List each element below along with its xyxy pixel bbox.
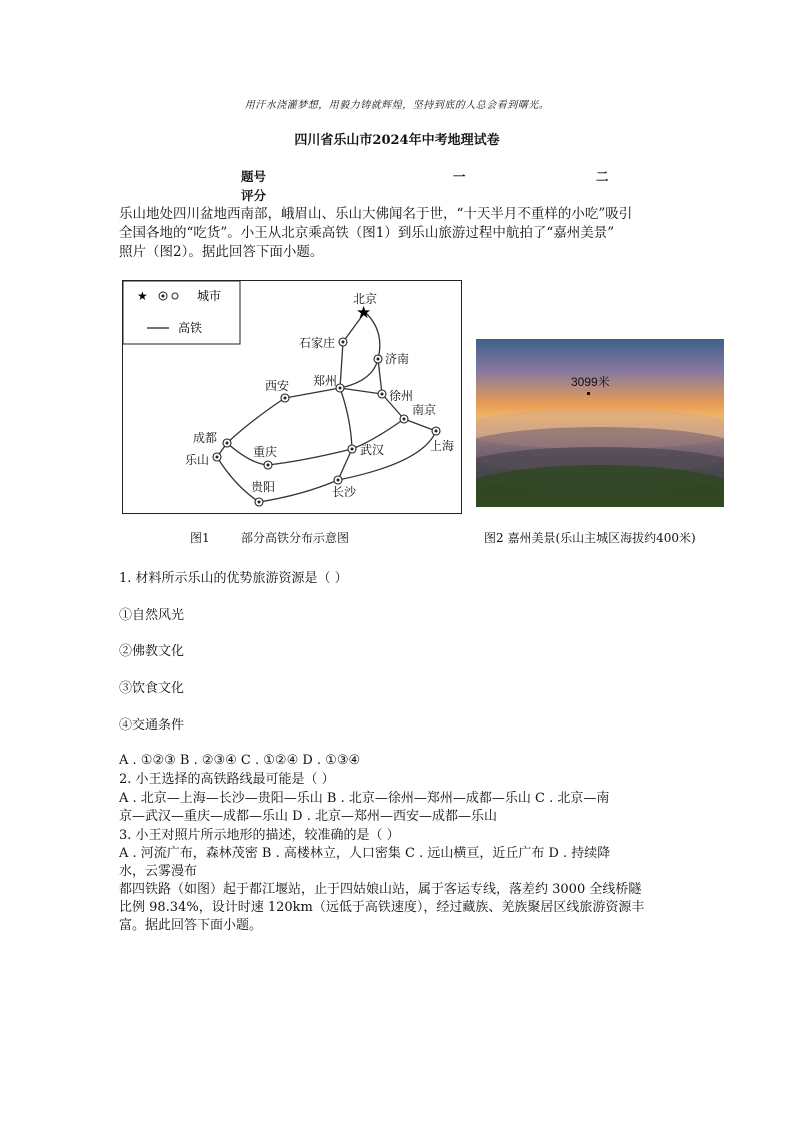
city-label-changsha: 长沙 <box>332 485 357 499</box>
summit-marker <box>587 392 590 395</box>
city-label-beijing: 北京 <box>353 292 378 306</box>
jiazhou-landscape-photo <box>476 339 724 507</box>
city-label-wuhan: 武汉 <box>360 443 385 457</box>
exam-title: 四川省乐山市2024年中考地理试卷 <box>294 133 500 148</box>
question-1-stem: 1. 材料所示乐山的优势旅游资源是（ ） <box>119 571 348 586</box>
intro-line-3: 照片（图2）。据此回答下面小题。 <box>119 244 324 260</box>
motto: 用汗水浇灌梦想，用毅力铸就辉煌，坚持到底的人总会看到曙光。 <box>244 100 550 111</box>
question-1-option-2: ②佛教文化 <box>119 644 185 659</box>
score-table-score-label: 评分 <box>241 188 267 203</box>
question-3-choices-line-1: A . 河流广布，森林茂密 B . 高楼林立，人口密集 C . 远山横亘，近丘广布 D . 持续降 <box>119 846 611 861</box>
next-material-line-3: 富。据此回答下面小题。 <box>119 918 263 933</box>
next-material-line-1: 都四铁路（如图）起于都江堰站，止于四姑娘山站，属于客运专线，落差约 3000 全线桥隧 <box>119 882 642 897</box>
legend-rail-label: 高铁 <box>178 321 203 335</box>
figure-2-caption: 图2 嘉州美景(乐山主城区海拔约400米) <box>484 531 696 545</box>
score-table-col-1: 一 <box>453 169 466 184</box>
map-legend <box>123 281 240 344</box>
beijing-star-icon: ★ <box>356 303 372 322</box>
question-1-option-1: ①自然风光 <box>119 608 185 623</box>
city-label-nanjing: 南京 <box>412 403 437 417</box>
city-markers <box>213 303 440 506</box>
city-label-shanghai: 上海 <box>430 439 455 453</box>
question-2-stem: 2. 小王选择的高铁路线最可能是（ ） <box>119 772 335 787</box>
city-small-icon <box>172 293 178 299</box>
city-label-shijiazhuang: 石家庄 <box>299 336 336 350</box>
city-label-chongqing: 重庆 <box>253 445 278 459</box>
intro-line-2: 全国各地的“吃货”。小王从北京乘高铁（图1）到乐山旅游过程中航拍了“嘉州美景” <box>119 225 615 241</box>
city-label-guiyang: 贵阳 <box>251 480 276 494</box>
rail-map <box>122 280 462 514</box>
question-2-choices-line-2: 京—武汉—重庆—成都—乐山 D . 北京—郑州—西安—成都—乐山 <box>119 809 497 824</box>
star-icon: ★ <box>137 289 148 303</box>
city-label-chengdu: 成都 <box>193 431 218 445</box>
figure-1-caption: 部分高铁分布示意图 <box>241 531 350 545</box>
city-label-zhengzhou: 郑州 <box>313 374 338 388</box>
city-label-jinan: 济南 <box>385 352 410 366</box>
score-table-question-label: 题号 <box>241 169 267 184</box>
score-table-col-2: 二 <box>596 169 609 184</box>
question-2-choices-line-1: A . 北京—上海—长沙—贵阳—乐山 B . 北京—徐州—郑州—成都—乐山 C . 北京—南 <box>119 791 610 806</box>
question-1-option-4: ④交通条件 <box>119 718 185 733</box>
question-1-choices: A . ①②③ B . ②③④ C . ①②④ D . ①③④ <box>119 753 361 768</box>
next-material-line-2: 比例 98.34%，设计时速 120km（远低于高铁速度），经过藏族、羌族聚居区线旅游资源丰 <box>119 900 645 915</box>
question-3-choices-line-2: 水，云雾漫布 <box>119 864 198 879</box>
legend-city-label: 城市 <box>197 289 222 303</box>
city-label-xuzhou: 徐州 <box>389 389 414 403</box>
altitude-label: 3099米 <box>571 375 610 389</box>
city-label-leshan: 乐山 <box>185 453 210 467</box>
question-1-option-3: ③饮食文化 <box>119 681 185 696</box>
city-label-xian: 西安 <box>265 379 290 393</box>
question-3-stem: 3. 小王对照片所示地形的描述，较准确的是（ ） <box>119 828 400 843</box>
intro-line-1: 乐山地处四川盆地西南部，峨眉山、乐山大佛闻名于世，“十天半月不重样的小吃”吸引 <box>119 206 633 222</box>
figure-1-number: 图1 <box>190 531 210 545</box>
